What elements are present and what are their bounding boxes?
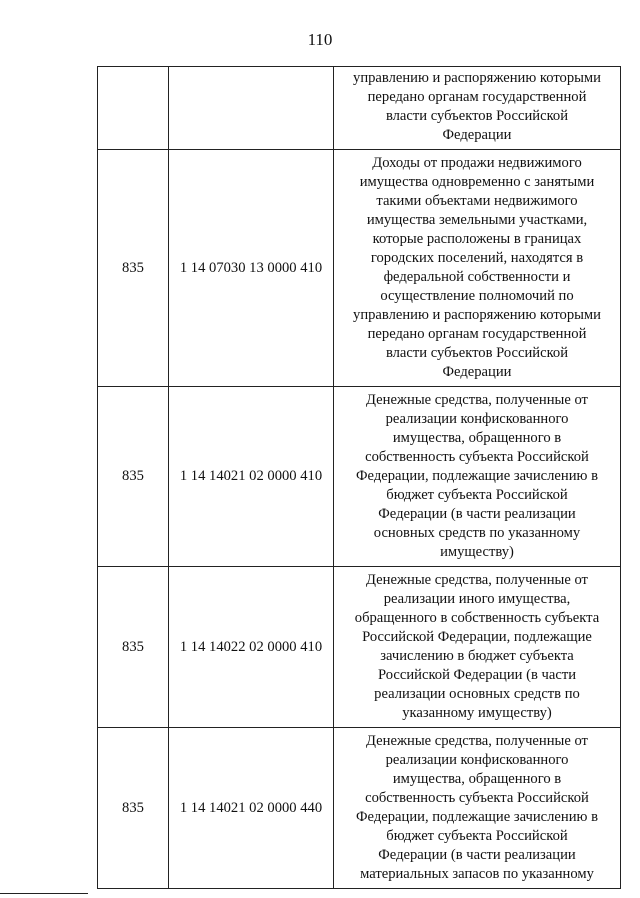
description-cell — [334, 67, 621, 150]
description-line: Российской Федерации (в части — [377, 667, 577, 683]
description-line: передано органам государственной — [367, 326, 587, 342]
description-line: реализации основных средств по — [374, 686, 580, 702]
table-row — [98, 150, 621, 387]
description-line: указанному имуществу) — [402, 705, 552, 721]
description-line: Федерации, подлежащие зачислению в — [356, 809, 598, 825]
kbk-code-cell: 1 14 14021 02 0000 410 — [169, 387, 334, 567]
description-line: реализации конфискованного — [385, 752, 569, 768]
description-line: собственность субъекта Российской — [365, 790, 589, 806]
description-line: Доходы от продажи недвижимого — [372, 155, 582, 171]
description-line: имущества земельными участками, — [366, 212, 588, 228]
description-cell — [334, 150, 621, 387]
description-line: управлению и распоряжению которыми — [353, 307, 601, 323]
kbk-code-cell: 1 14 14021 02 0000 440 — [169, 728, 334, 889]
kbk-code-cell: 1 14 14022 02 0000 410 — [169, 567, 334, 728]
description-line: управлению и распоряжению которыми — [353, 70, 601, 86]
description-line: Федерации (в части реализации — [378, 847, 576, 863]
kbk-code-cell — [169, 67, 334, 150]
table-row — [98, 67, 621, 150]
description-line: Федерации — [442, 127, 512, 143]
description-line: имущества одновременно с занятыми — [359, 174, 595, 190]
description-line: Российской Федерации, подлежащие — [362, 629, 592, 645]
description-line: осуществление полномочий по — [380, 288, 574, 304]
description-line: Денежные средства, полученные от — [366, 572, 588, 588]
description-cell — [334, 728, 621, 889]
description-line: реализации конфискованного — [385, 411, 569, 427]
admin-code-cell: 835 — [98, 728, 169, 889]
description-line: власти субъектов Российской — [385, 345, 569, 361]
description-line: Федерации, подлежащие зачислению в — [356, 468, 598, 484]
description-line: имущества, обращенного в — [392, 430, 562, 446]
description-line: зачислению в бюджет субъекта — [380, 648, 574, 664]
description-line: собственность субъекта Российской — [365, 449, 589, 465]
description-line: городских поселений, находятся в — [370, 250, 584, 266]
footnote-divider — [0, 893, 88, 894]
description-line: власти субъектов Российской — [385, 108, 569, 124]
description-line: Денежные средства, полученные от — [366, 392, 588, 408]
description-line: Денежные средства, полученные от — [366, 733, 588, 749]
description-line: федеральной собственности и — [383, 269, 571, 285]
description-line: основных средств по указанному — [373, 525, 581, 541]
description-line: Федерации — [442, 364, 512, 380]
page-number: 110 — [307, 30, 333, 49]
description-line: которые расположены в границах — [372, 231, 582, 247]
table-row — [98, 567, 621, 728]
admin-code-cell: 835 — [98, 150, 169, 387]
description-line: такими объектами недвижимого — [376, 193, 578, 209]
kbk-code-cell: 1 14 07030 13 0000 410 — [169, 150, 334, 387]
revenue-classification-table — [97, 66, 621, 889]
description-line: материальных запасов по указанному — [360, 866, 594, 882]
description-line: имущества, обращенного в — [392, 771, 562, 787]
table-row — [98, 387, 621, 567]
description-line: Федерации (в части реализации — [378, 506, 576, 522]
description-line: бюджет субъекта Российской — [386, 487, 568, 503]
description-line: бюджет субъекта Российской — [386, 828, 568, 844]
description-line: передано органам государственной — [367, 89, 587, 105]
table-row — [98, 728, 621, 889]
description-cell — [334, 567, 621, 728]
admin-code-cell: 835 — [98, 567, 169, 728]
description-line: обращенного в собственность субъекта — [354, 610, 600, 626]
description-line: реализации иного имущества, — [383, 591, 571, 607]
description-line: имуществу) — [440, 544, 514, 560]
description-cell — [334, 387, 621, 567]
admin-code-cell — [98, 67, 169, 150]
admin-code-cell: 835 — [98, 387, 169, 567]
